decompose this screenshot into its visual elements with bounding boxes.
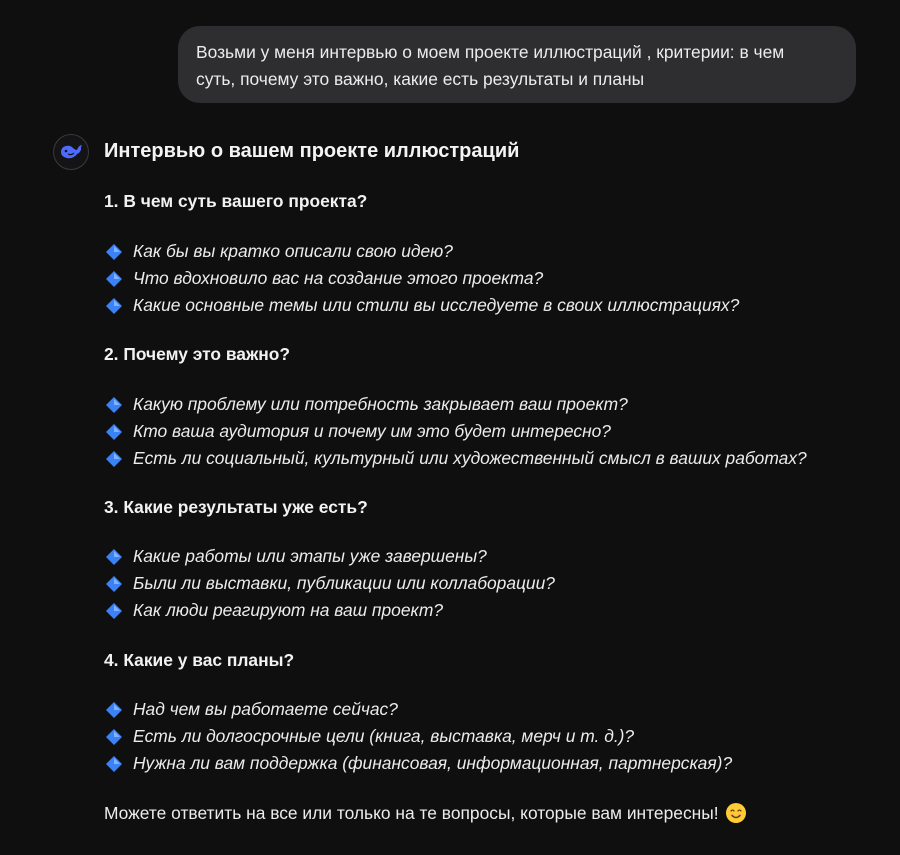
question-item (104, 445, 807, 472)
blue-diamond-icon (106, 397, 122, 413)
blue-diamond-icon (106, 702, 122, 718)
question-text: Как люди реагируют на ваш проект? (133, 600, 444, 620)
question-item (104, 597, 443, 624)
blue-diamond-icon (106, 549, 122, 565)
user-message-line-2: суть, почему это важно, какие есть результаты и планы (196, 68, 645, 89)
question-text: Какие работы или этапы уже завершены? (133, 546, 487, 566)
smiling-face-emoji-icon (725, 802, 747, 824)
question-text: Были ли выставки, публикации или коллаборации? (133, 573, 555, 593)
question-item (104, 418, 611, 445)
assistant-avatar (53, 134, 89, 170)
section-heading: 4. Какие у вас планы? (104, 650, 295, 670)
question-text: Есть ли долгосрочные цели (книга, выставка, мерч и т. д.)? (133, 726, 635, 746)
blue-diamond-icon (106, 271, 122, 287)
outro-text: Можете ответить на все или только на те вопросы, которые вам интересны! (104, 802, 719, 823)
question-text: Какую проблему или потребность закрывает ваш проект? (133, 394, 628, 414)
answer-outro (104, 800, 747, 826)
answer-title: Интервью о вашем проекте иллюстраций (104, 140, 520, 162)
question-item (104, 750, 732, 777)
question-text: Кто ваша аудитория и почему им это будет интересно? (133, 421, 611, 441)
blue-diamond-icon (106, 603, 122, 619)
user-message-bubble (178, 26, 856, 103)
question-text: Есть ли социальный, культурный или художественный смысл в ваших работах? (133, 448, 807, 468)
question-text: Как бы вы кратко описали свою идею? (133, 241, 453, 261)
blue-diamond-icon (106, 729, 122, 745)
section-heading: 1. В чем суть вашего проекта? (104, 191, 368, 211)
question-item (104, 292, 739, 319)
blue-diamond-icon (106, 424, 122, 440)
whale-logo-icon (59, 142, 83, 162)
question-item (104, 391, 628, 418)
question-item (104, 238, 453, 265)
blue-diamond-icon (106, 451, 122, 467)
question-text: Над чем вы работаете сейчас? (133, 699, 398, 719)
question-text: Какие основные темы или стили вы исследуете в своих иллюстрациях? (133, 295, 740, 315)
question-item (104, 723, 634, 750)
section-heading: 3. Какие результаты уже есть? (104, 497, 368, 517)
user-message-line-1: Возьми у меня интервью о моем проекте иллюстраций , критерии: в чем (196, 42, 785, 62)
question-item (104, 570, 555, 597)
blue-diamond-icon (106, 576, 122, 592)
question-text: Что вдохновило вас на создание этого проекта? (133, 268, 544, 288)
question-item (104, 543, 487, 570)
question-text: Нужна ли вам поддержка (финансовая, информационная, партнерская)? (133, 753, 733, 773)
blue-diamond-icon (106, 244, 122, 260)
blue-diamond-icon (106, 756, 122, 772)
question-item (104, 265, 543, 292)
blue-diamond-icon (106, 298, 122, 314)
question-item (104, 696, 398, 723)
section-heading: 2. Почему это важно? (104, 344, 291, 364)
